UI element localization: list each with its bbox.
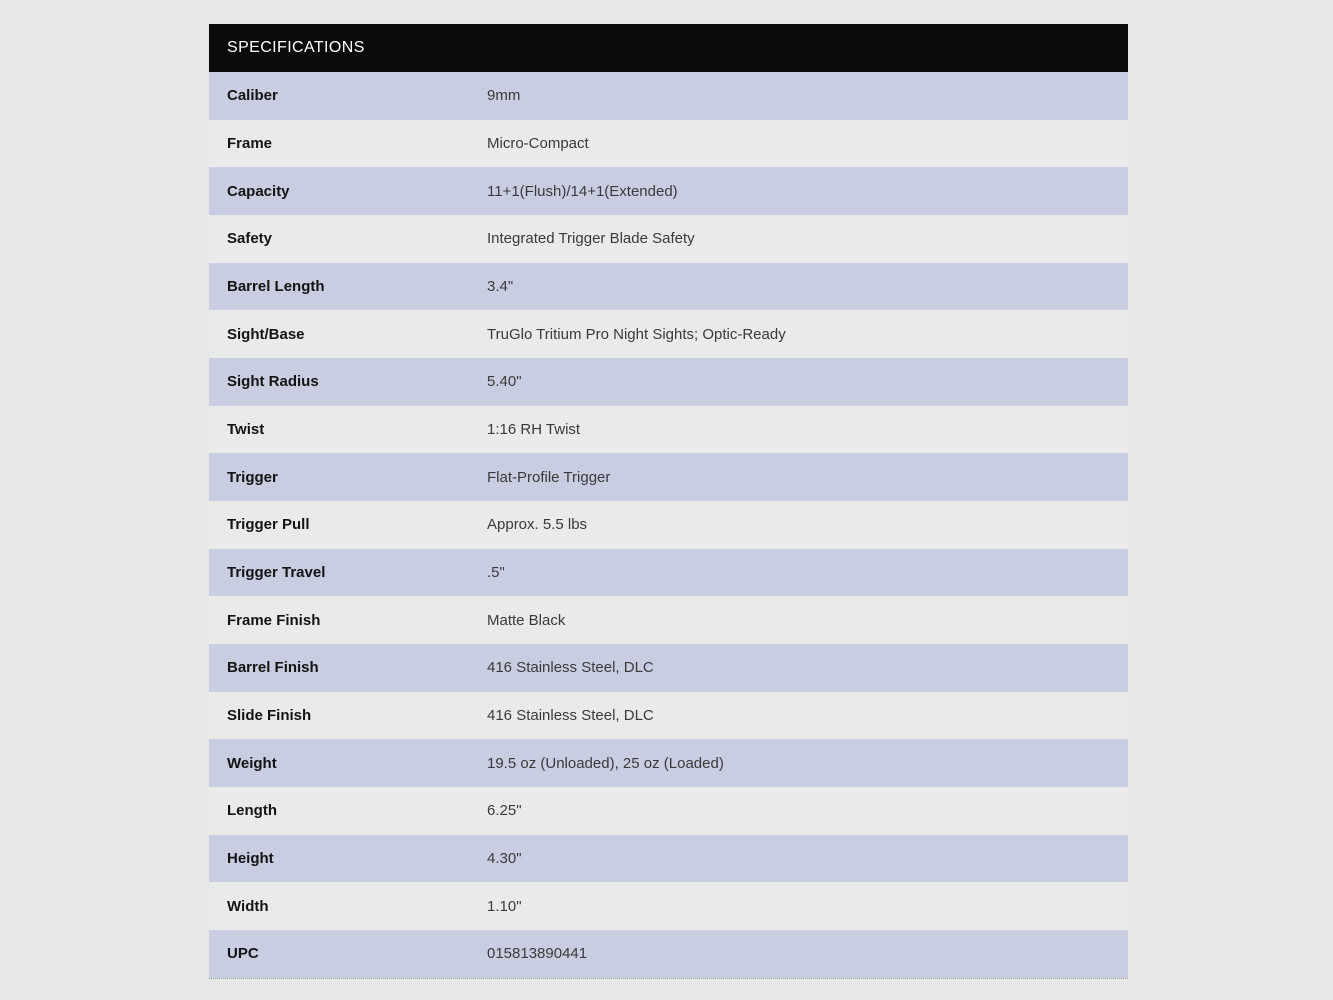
spec-label: Weight — [227, 754, 277, 772]
spec-value: Integrated Trigger Blade Safety — [487, 230, 695, 248]
spec-row-slide-finish — [209, 692, 1128, 740]
spec-row-frame — [209, 120, 1128, 168]
spec-row-barrel-length — [209, 263, 1128, 311]
spec-label: Slide Finish — [227, 707, 312, 725]
spec-label: Safety — [227, 230, 273, 248]
spec-value: 1:16 RH Twist — [487, 421, 581, 439]
spec-row-sight-base — [209, 310, 1128, 358]
spec-label: Height — [227, 850, 274, 868]
spec-label: Trigger Travel — [227, 564, 326, 582]
spec-value: 416 Stainless Steel, DLC — [487, 659, 654, 677]
spec-value: 11+1(Flush)/14+1(Extended) — [487, 182, 678, 200]
spec-value: 6.25" — [487, 802, 522, 820]
spec-value: 3.4" — [487, 278, 514, 296]
spec-row-width — [209, 882, 1128, 930]
spec-row-safety — [209, 215, 1128, 263]
table-title: SPECIFICATIONS — [227, 39, 365, 56]
spec-row-weight — [209, 739, 1128, 787]
spec-label: Trigger — [227, 468, 278, 486]
spec-label: Frame Finish — [227, 611, 321, 629]
spec-value: 9mm — [487, 87, 521, 105]
spec-label: UPC — [227, 945, 259, 963]
spec-value: Flat-Profile Trigger — [487, 468, 611, 486]
spec-value: 416 Stainless Steel, DLC — [487, 707, 654, 725]
spec-row-trigger-travel — [209, 549, 1128, 597]
spec-row-trigger-pull — [209, 501, 1128, 549]
spec-label: Frame — [227, 135, 273, 152]
spec-value: 5.40" — [487, 373, 522, 391]
spec-row-frame-finish — [209, 596, 1128, 644]
specifications-table — [209, 24, 1128, 979]
spec-label: Barrel Finish — [227, 659, 319, 677]
spec-label: Barrel Length — [227, 278, 325, 296]
spec-row-sight-radius — [209, 358, 1128, 406]
spec-row-barrel-finish — [209, 644, 1128, 692]
spec-label: Sight Radius — [227, 373, 319, 391]
spec-row-twist — [209, 406, 1128, 454]
spec-value: .5" — [487, 564, 505, 582]
spec-value: Matte Black — [487, 611, 566, 629]
spec-row-length — [209, 787, 1128, 835]
spec-label: Caliber — [227, 87, 278, 105]
spec-row-upc — [209, 930, 1128, 978]
spec-value: Micro-Compact — [487, 135, 589, 152]
spec-row-trigger — [209, 453, 1128, 501]
spec-value: 4.30" — [487, 850, 522, 868]
spec-label: Trigger Pull — [227, 516, 310, 534]
spec-row-caliber — [209, 72, 1128, 120]
spec-row-capacity — [209, 167, 1128, 215]
spec-row-height — [209, 835, 1128, 883]
spec-value: 19.5 oz (Unloaded), 25 oz (Loaded) — [487, 754, 724, 772]
table-header — [209, 24, 1128, 72]
spec-value: 015813890441 — [487, 945, 588, 963]
spec-label: Sight/Base — [227, 325, 305, 343]
spec-value: Approx. 5.5 lbs — [487, 516, 588, 534]
spec-value: 1.10" — [487, 897, 522, 915]
spec-label: Capacity — [227, 182, 290, 200]
spec-label: Twist — [227, 421, 265, 439]
spec-value: TruGlo Tritium Pro Night Sights; Optic-Ready — [487, 325, 786, 343]
spec-label: Length — [227, 802, 277, 820]
spec-label: Width — [227, 897, 269, 915]
